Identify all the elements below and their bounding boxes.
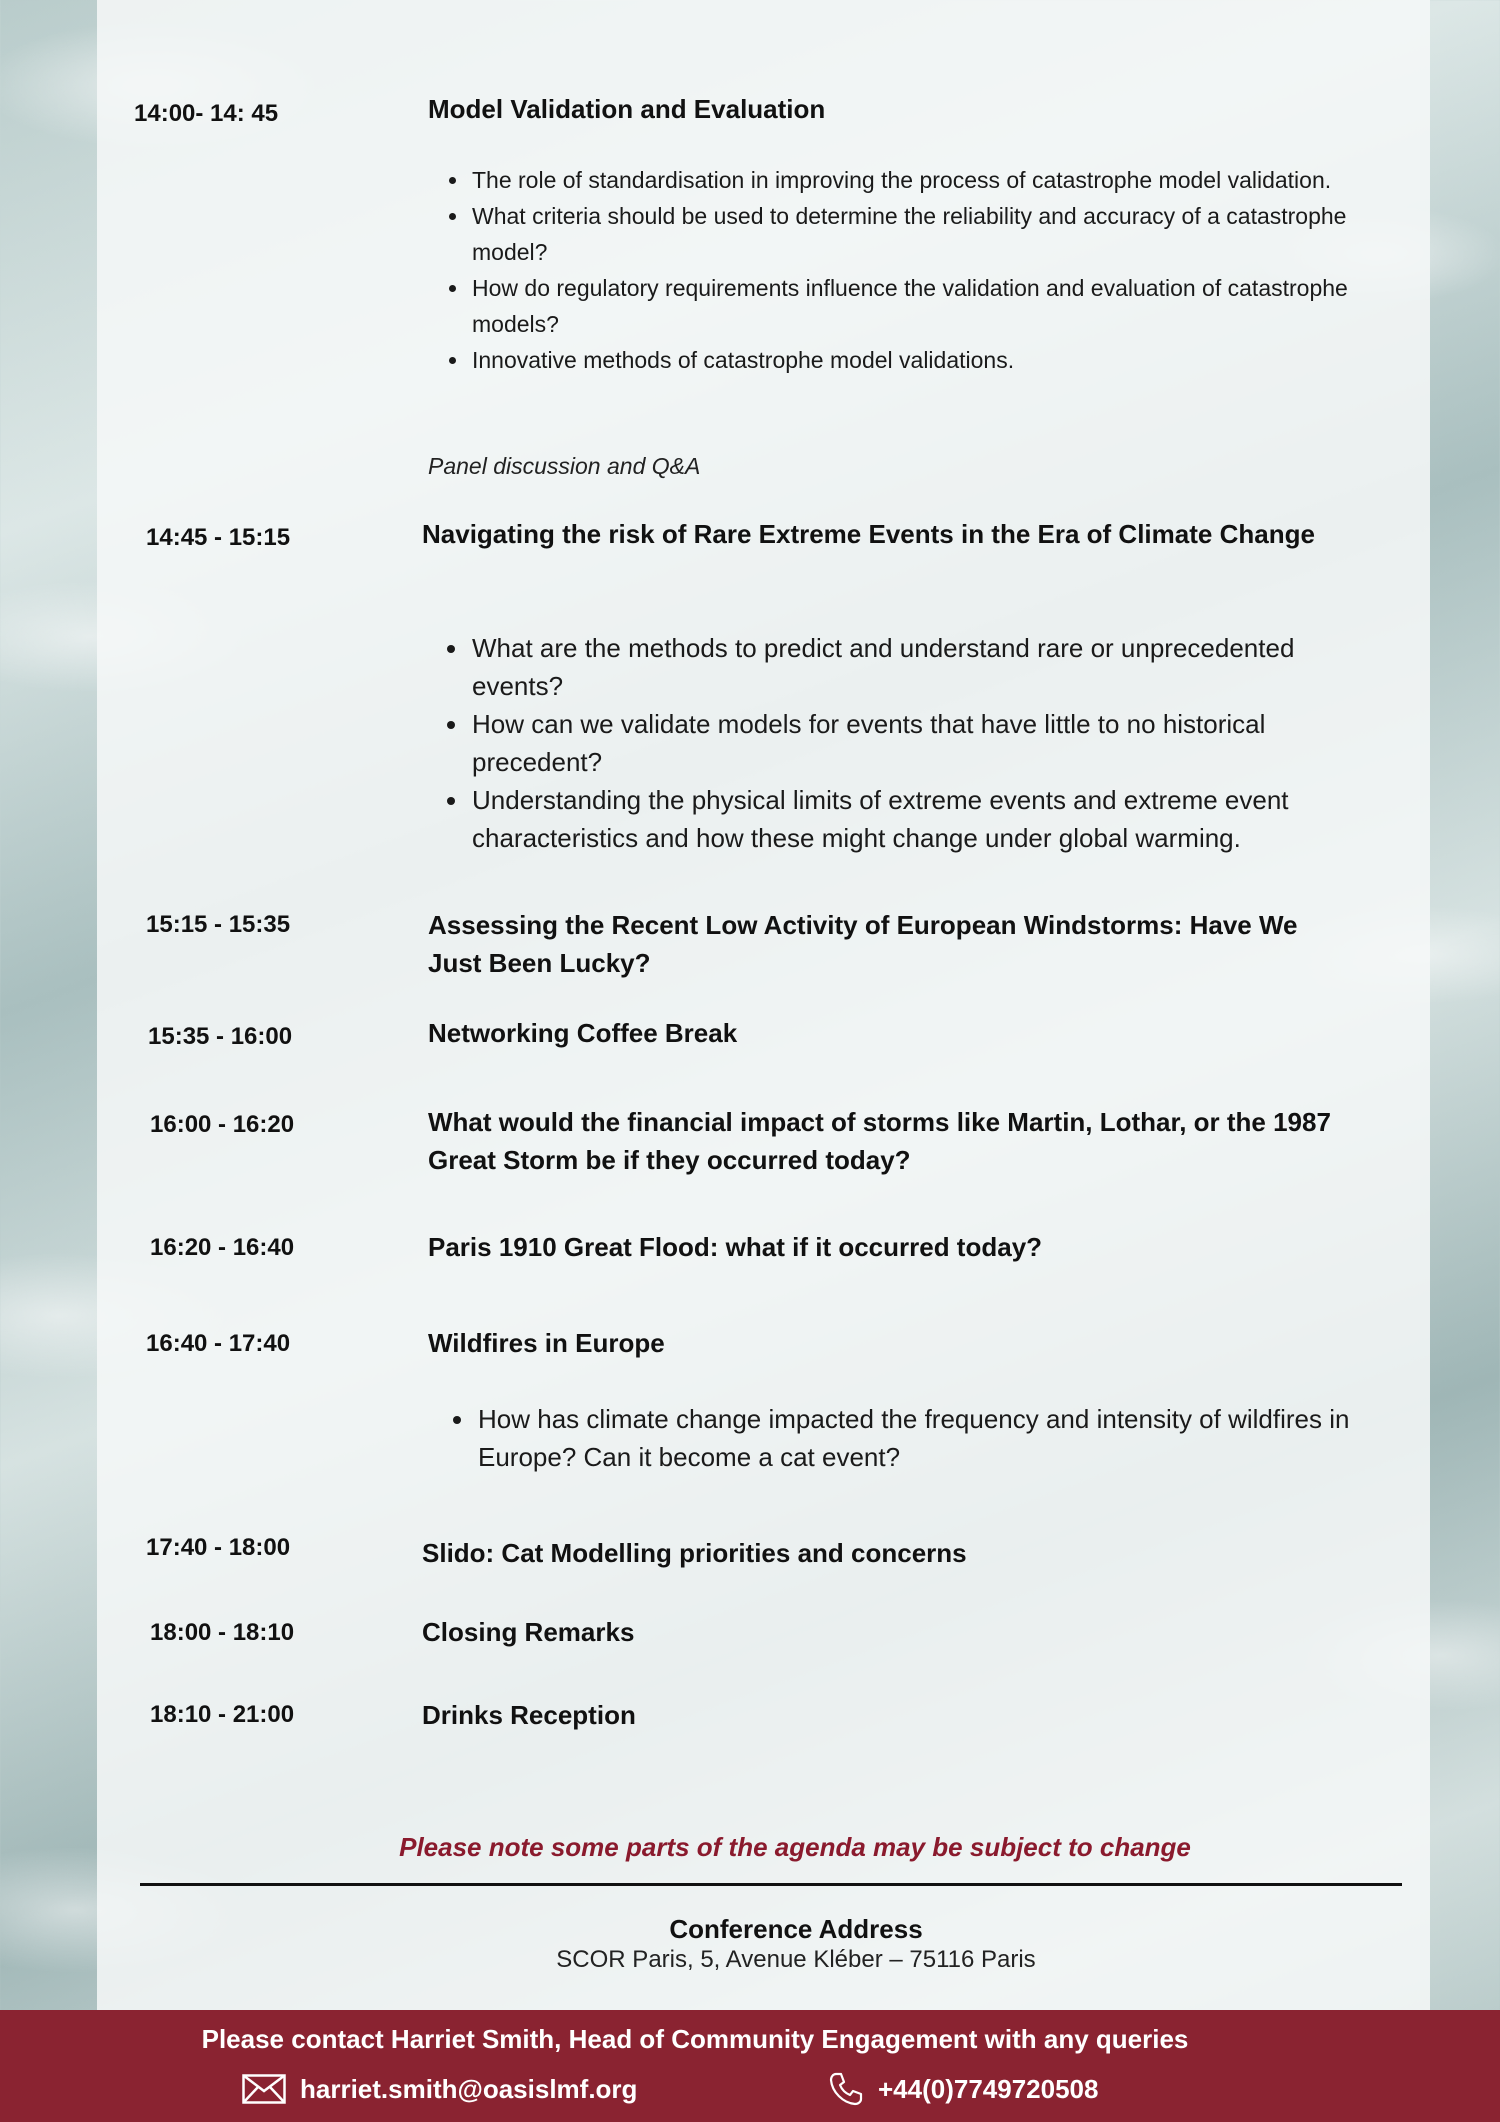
- agenda-title: Model Validation and Evaluation: [428, 94, 826, 124]
- agenda-time: 16:40 - 17:40: [146, 1330, 291, 1357]
- agenda-time: 18:10 - 21:00: [150, 1701, 295, 1728]
- agenda-note: Panel discussion and Q&A: [428, 453, 701, 479]
- agenda-title: Drinks Reception: [422, 1700, 636, 1730]
- agenda-title: Navigating the risk of Rare Extreme Events in the Era of Climate Change: [422, 519, 1315, 549]
- agenda-bullet: • How has climate change impacted the frequency and intensity of wildfires in Europe? Can it become a cat event?: [476, 1400, 1386, 1476]
- agenda-bullet: • How can we validate models for events that have little to no historical precedent?: [470, 705, 1390, 781]
- agenda-time: 14:45 - 15:15: [146, 524, 291, 551]
- agenda-time: 16:20 - 16:40: [150, 1234, 295, 1261]
- contact-footer: [0, 2010, 1500, 2122]
- email-contact[interactable]: [242, 2072, 637, 2106]
- envelope-icon: [242, 2074, 286, 2104]
- agenda-bullet: • Understanding the physical limits of extreme events and extreme event characteristics and how these might change under global warming.: [470, 781, 1390, 857]
- agenda-time: 15:15 - 15:35: [146, 911, 291, 938]
- phone-icon: [828, 2071, 864, 2107]
- agenda-bullet-list: [430, 162, 1390, 378]
- conference-address: SCOR Paris, 5, Avenue Kléber – 75116 Paris: [556, 1946, 1036, 1973]
- agenda-bullet-list: [430, 629, 1390, 857]
- agenda-time: 14:00- 14: 45: [134, 100, 279, 127]
- phone-contact[interactable]: [828, 2072, 1098, 2106]
- contact-text: Please contact Harriet Smith, Head of Community Engagement with any queries: [201, 2024, 1189, 2054]
- agenda-bullet: • The role of standardisation in improving the process of catastrophe model validation.: [470, 162, 1390, 198]
- agenda-bullet: • What criteria should be used to determine the reliability and accuracy of a catastrophe model?: [470, 198, 1390, 270]
- agenda-bullet-list: [436, 1400, 1386, 1476]
- agenda-bullet: • How do regulatory requirements influence the validation and evaluation of catastrophe models?: [470, 270, 1390, 342]
- agenda-title: Slido: Cat Modelling priorities and concerns: [422, 1538, 967, 1568]
- conference-address-title: Conference Address: [669, 1914, 923, 1944]
- agenda-bullet: • Innovative methods of catastrophe model validations.: [470, 342, 1390, 378]
- agenda-time: 15:35 - 16:00: [148, 1023, 293, 1050]
- agenda-time: 18:00 - 18:10: [150, 1619, 295, 1646]
- agenda-time: 17:40 - 18:00: [146, 1534, 291, 1561]
- agenda-title: What would the financial impact of storms like Martin, Lothar, or the 1987 Great Storm be if they occurred today?: [428, 1107, 1331, 1175]
- agenda-time: 16:00 - 16:20: [150, 1111, 295, 1138]
- agenda-title: Paris 1910 Great Flood: what if it occurred today?: [428, 1232, 1043, 1262]
- agenda-title: Closing Remarks: [422, 1617, 635, 1647]
- phone-number[interactable]: +44(0)7749720508: [878, 2073, 1099, 2104]
- divider: [140, 1883, 1402, 1886]
- agenda-title: Assessing the Recent Low Activity of European Windstorms: Have We Just Been Lucky?: [428, 910, 1298, 978]
- agenda-change-notice: Please note some parts of the agenda may be subject to change: [399, 1832, 1191, 1862]
- agenda-bullet: • What are the methods to predict and understand rare or unprecedented events?: [470, 629, 1390, 705]
- email-link[interactable]: harriet.smith@oasislmf.org: [300, 2073, 638, 2104]
- agenda-title: Wildfires in Europe: [428, 1328, 665, 1358]
- agenda-title: Networking Coffee Break: [428, 1018, 738, 1048]
